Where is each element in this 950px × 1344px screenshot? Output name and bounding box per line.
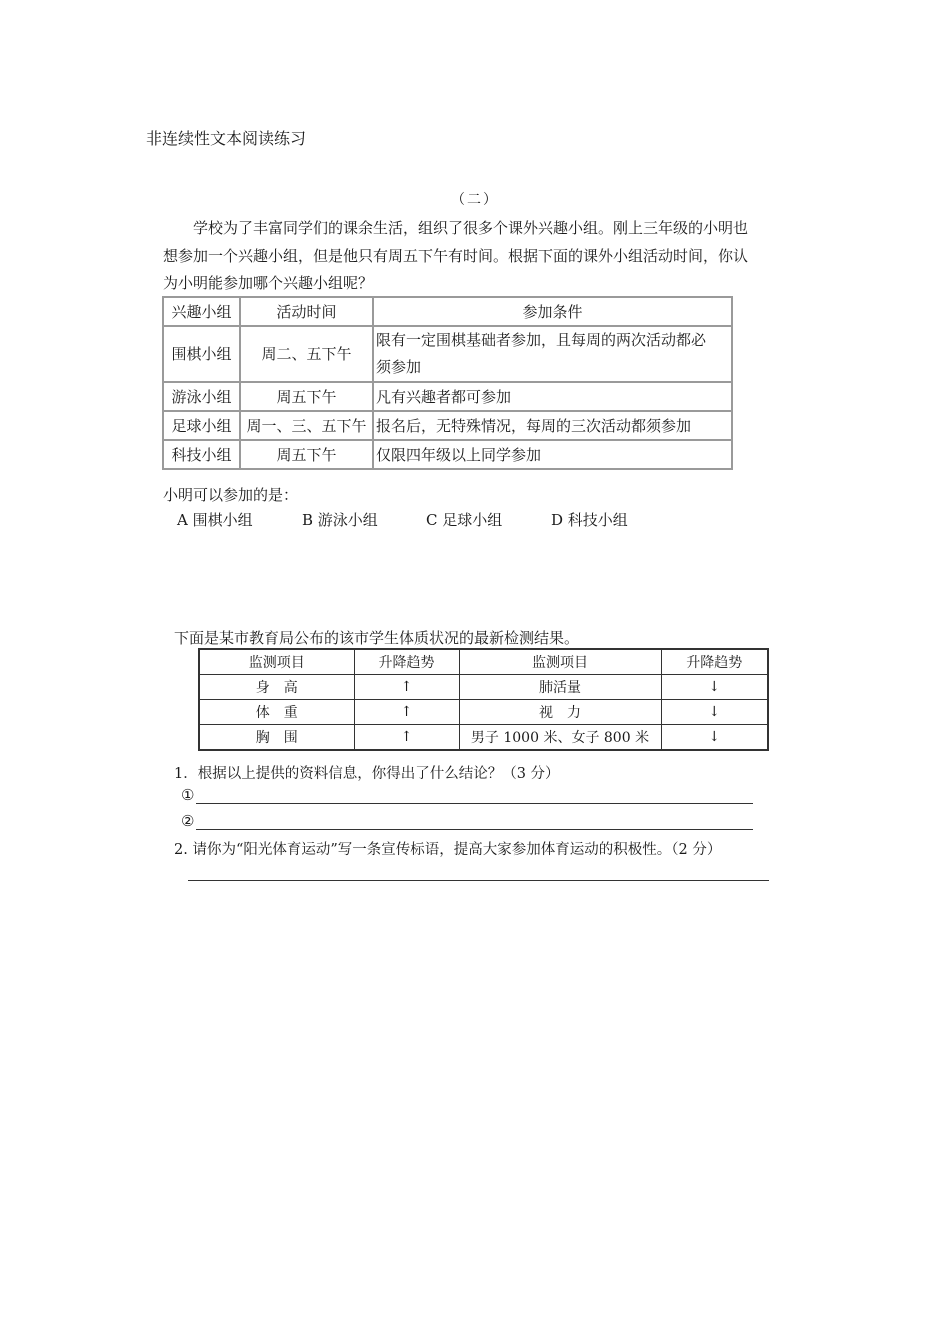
cell-item: 体 重 — [199, 700, 354, 725]
cell-condition: 仅限四年级以上同学参加 — [373, 440, 732, 469]
cell-trend: ↑ — [354, 675, 459, 700]
cell-group: 围棋小组 — [163, 326, 240, 382]
answer-mark-2: ② — [181, 812, 195, 830]
section-number: （二） — [451, 192, 499, 208]
table-header-row — [163, 297, 732, 326]
fitness-results-table — [198, 648, 769, 751]
header-condition: 参加条件 — [373, 297, 732, 326]
answer-mark-1: ① — [181, 786, 195, 804]
table-row — [163, 411, 732, 440]
document-title: 非连续性文本阅读练习 — [146, 129, 307, 148]
cell-trend: ↑ — [354, 700, 459, 725]
option-d[interactable]: D 科技小组 — [551, 511, 628, 529]
cell-time: 周五下午 — [240, 440, 373, 469]
cell-item: 肺活量 — [459, 675, 661, 700]
cell-trend: ↓ — [661, 725, 768, 751]
cell-group: 足球小组 — [163, 411, 240, 440]
fitness-intro: 下面是某市教育局公布的该市学生体质状况的最新检测结果。 — [174, 629, 580, 647]
header-trend: 升降趋势 — [661, 649, 768, 675]
interest-group-table — [162, 296, 733, 470]
answer-line-2[interactable] — [196, 829, 753, 830]
cell-group: 科技小组 — [163, 440, 240, 469]
cell-trend: ↓ — [661, 700, 768, 725]
reading-passage — [163, 215, 793, 298]
header-item: 监测项目 — [459, 649, 661, 675]
table-row — [163, 326, 732, 382]
cell-time: 周五下午 — [240, 382, 373, 411]
cell-time: 周一、三、五下午 — [240, 411, 373, 440]
cell-trend: ↓ — [661, 675, 768, 700]
cell-group: 游泳小组 — [163, 382, 240, 411]
passage-line-2: 想参加一个兴趣小组，但是他只有周五下午有时间。根据下面的课外小组活动时间，你认 — [163, 246, 749, 265]
passage-line-3: 为小明能参加哪个兴趣小组呢？ — [163, 274, 374, 292]
header-trend: 升降趋势 — [354, 649, 459, 675]
cell-condition: 凡有兴趣者都可参加 — [373, 382, 732, 411]
option-a[interactable]: A 围棋小组 — [177, 511, 253, 529]
cell-trend: ↑ — [354, 725, 459, 751]
cell-condition: 报名后，无特殊情况，每周的三次活动都须参加 — [373, 411, 732, 440]
table-header-row — [199, 649, 768, 675]
option-c[interactable]: C 足球小组 — [426, 511, 503, 529]
cell-condition: 限有一定围棋基础者参加，且每周的两次活动都必 须参加 — [373, 326, 732, 382]
cell-item: 身 高 — [199, 675, 354, 700]
table-row — [199, 700, 768, 725]
answer-line-3[interactable] — [188, 880, 769, 881]
question-2-2: 2. 请你为“阳光体育运动”写一条宣传标语，提高大家参加体育运动的积极性。（2 分） — [174, 842, 722, 858]
header-group: 兴趣小组 — [163, 297, 240, 326]
cell-item: 视 力 — [459, 700, 661, 725]
passage-line-1: 学校为了丰富同学们的课余生活，组织了很多个课外兴趣小组。刚上三年级的小明也 — [193, 219, 749, 237]
option-b[interactable]: B 游泳小组 — [302, 511, 378, 529]
cell-time: 周二、五下午 — [240, 326, 373, 382]
cell-item: 男子 1000 米、女子 800 米 — [459, 725, 661, 751]
header-time: 活动时间 — [240, 297, 373, 326]
table-row — [163, 382, 732, 411]
header-item: 监测项目 — [199, 649, 354, 675]
cell-item: 胸 围 — [199, 725, 354, 751]
table-row — [163, 440, 732, 469]
question-2-1: 1．根据以上提供的资料信息，你得出了什么结论？（3 分） — [174, 766, 560, 782]
answer-line-1[interactable] — [196, 803, 753, 804]
question-1-label: 小明可以参加的是： — [163, 486, 299, 504]
table-row — [199, 725, 768, 751]
table-row — [199, 675, 768, 700]
